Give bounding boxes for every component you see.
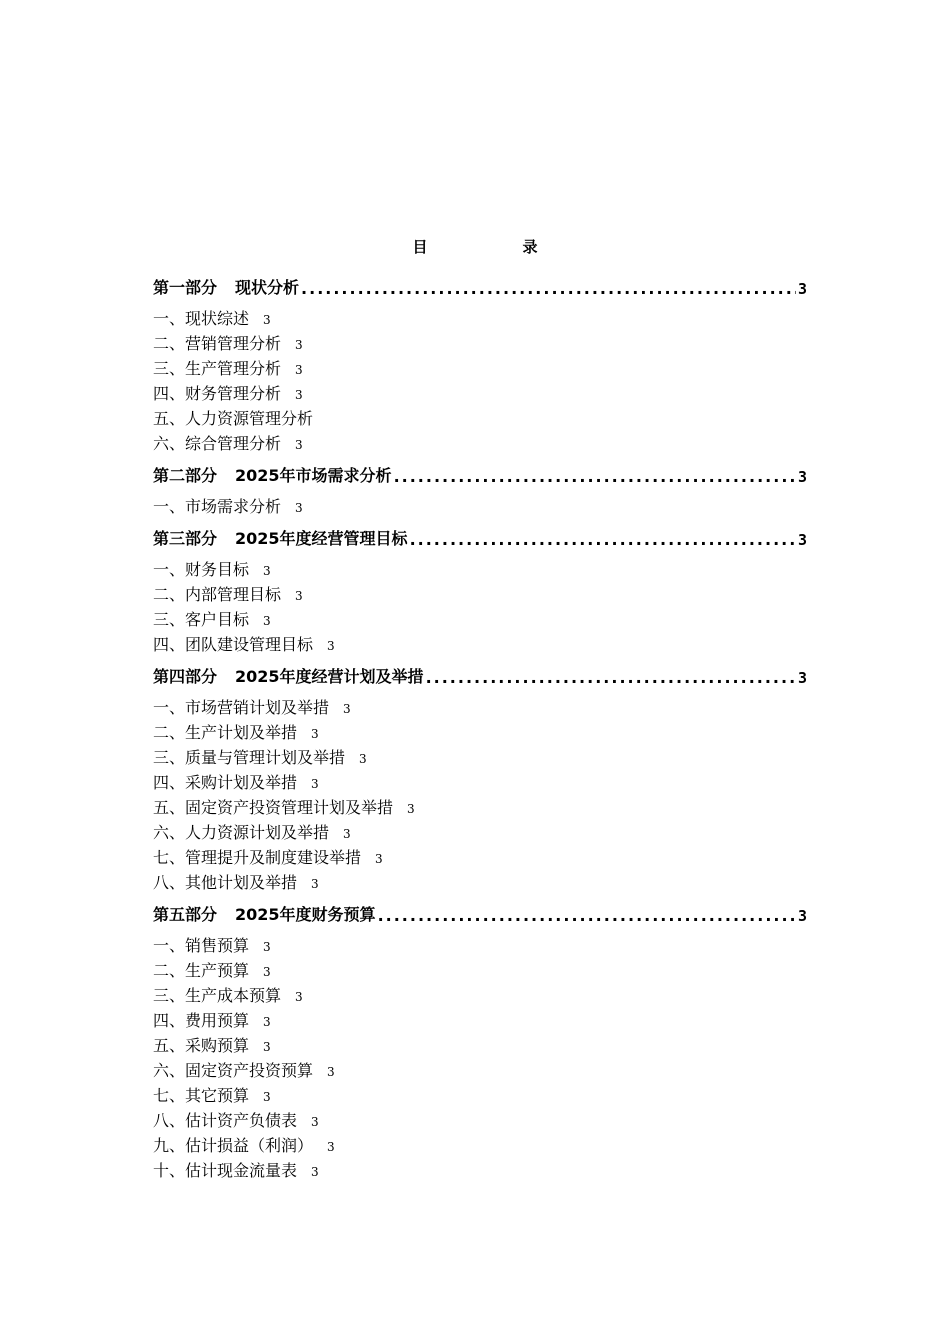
toc-item[interactable] bbox=[153, 306, 807, 331]
toc-item-text: 四、团队建设管理目标 bbox=[153, 635, 314, 654]
toc-item-text: 一、市场营销计划及举措 bbox=[153, 698, 330, 717]
toc-item-text: 七、管理提升及制度建设举措 bbox=[153, 848, 362, 867]
toc-item-page-number: 3 bbox=[311, 727, 319, 741]
toc-item-text: 六、综合管理分析 bbox=[153, 434, 282, 453]
toc-item[interactable] bbox=[153, 381, 807, 406]
toc-item-page-number: 3 bbox=[295, 363, 303, 377]
toc-item[interactable] bbox=[153, 820, 807, 845]
toc-item-text: 一、现状综述 bbox=[153, 309, 250, 328]
toc-item[interactable] bbox=[153, 745, 807, 770]
toc-item[interactable] bbox=[153, 795, 807, 820]
toc-item-page-number: 3 bbox=[311, 877, 319, 891]
toc-item-text: 二、内部管理目标 bbox=[153, 585, 282, 604]
toc-item-page-number: 3 bbox=[263, 965, 271, 979]
dot-leader bbox=[301, 279, 796, 298]
part-heading-label bbox=[153, 902, 376, 925]
toc-item[interactable] bbox=[153, 1033, 807, 1058]
part-heading-label bbox=[153, 526, 408, 549]
toc-item-text: 四、采购计划及举措 bbox=[153, 773, 298, 792]
toc-item-page-number: 3 bbox=[263, 614, 271, 628]
toc-item-page-number: 3 bbox=[263, 940, 271, 954]
toc-item[interactable] bbox=[153, 1108, 807, 1133]
toc-item-page-number: 3 bbox=[295, 589, 303, 603]
part-title: 2025年度经营管理目标 bbox=[235, 529, 408, 548]
toc-item-page-number: 3 bbox=[295, 338, 303, 352]
toc-item-page-number: 3 bbox=[263, 313, 271, 327]
toc-item[interactable] bbox=[153, 1158, 807, 1183]
dot-leader bbox=[426, 668, 796, 687]
dot-leader bbox=[410, 530, 796, 549]
toc-item-text: 二、营销管理分析 bbox=[153, 334, 282, 353]
toc-part-heading[interactable] bbox=[153, 661, 807, 687]
toc-item[interactable] bbox=[153, 770, 807, 795]
part-number: 第二部分 bbox=[153, 466, 218, 485]
toc-item-text: 九、估计损益（利润） bbox=[153, 1136, 314, 1155]
toc-item-text: 五、人力资源管理分析 bbox=[153, 409, 314, 428]
toc-item-text: 三、质量与管理计划及举措 bbox=[153, 748, 346, 767]
toc-item-text: 六、固定资产投资预算 bbox=[153, 1061, 314, 1080]
part-page-number: 3 bbox=[797, 669, 807, 687]
toc-part-heading[interactable] bbox=[153, 899, 807, 925]
part-title: 2025年度经营计划及举措 bbox=[235, 667, 424, 686]
part-number: 第五部分 bbox=[153, 905, 218, 924]
toc-item[interactable] bbox=[153, 958, 807, 983]
toc-item[interactable] bbox=[153, 494, 807, 519]
toc-item-page-number: 3 bbox=[311, 777, 319, 791]
part-page-number: 3 bbox=[797, 468, 807, 486]
table-of-contents bbox=[153, 268, 807, 1183]
toc-title: 目 录 bbox=[412, 238, 578, 256]
toc-item-page-number: 3 bbox=[263, 564, 271, 578]
toc-item[interactable] bbox=[153, 1083, 807, 1108]
toc-item[interactable] bbox=[153, 557, 807, 582]
part-number: 第一部分 bbox=[153, 278, 218, 297]
toc-item-text: 四、费用预算 bbox=[153, 1011, 250, 1030]
toc-item-page-number: 3 bbox=[375, 852, 383, 866]
part-heading-label bbox=[153, 664, 424, 687]
part-number: 第四部分 bbox=[153, 667, 218, 686]
toc-item-page-number: 3 bbox=[327, 1065, 335, 1079]
toc-item-text: 二、生产预算 bbox=[153, 961, 250, 980]
toc-item-text: 六、人力资源计划及举措 bbox=[153, 823, 330, 842]
part-heading-label bbox=[153, 275, 299, 298]
toc-part-heading[interactable] bbox=[153, 523, 807, 549]
toc-item[interactable] bbox=[153, 933, 807, 958]
toc-item[interactable] bbox=[153, 1008, 807, 1033]
toc-item[interactable] bbox=[153, 695, 807, 720]
toc-item-page-number: 3 bbox=[311, 1165, 319, 1179]
toc-item-page-number: 3 bbox=[343, 827, 351, 841]
toc-item-page-number: 3 bbox=[327, 639, 335, 653]
toc-item[interactable] bbox=[153, 431, 807, 456]
toc-item-page-number: 3 bbox=[311, 1115, 319, 1129]
toc-item[interactable] bbox=[153, 845, 807, 870]
toc-item-page-number: 3 bbox=[263, 1090, 271, 1104]
toc-item-text: 八、其他计划及举措 bbox=[153, 873, 298, 892]
toc-item-page-number: 3 bbox=[263, 1015, 271, 1029]
toc-item[interactable] bbox=[153, 331, 807, 356]
toc-item-page-number: 3 bbox=[343, 702, 351, 716]
toc-item[interactable] bbox=[153, 720, 807, 745]
part-page-number: 3 bbox=[797, 907, 807, 925]
part-title: 2025年度财务预算 bbox=[235, 905, 376, 924]
toc-item-page-number: 3 bbox=[295, 990, 303, 1004]
part-title: 2025年市场需求分析 bbox=[235, 466, 392, 485]
toc-item-page-number: 3 bbox=[359, 752, 367, 766]
toc-item-page-number: 3 bbox=[327, 1140, 335, 1154]
toc-item-text: 三、生产管理分析 bbox=[153, 359, 282, 378]
toc-item[interactable] bbox=[153, 406, 807, 431]
toc-item-text: 五、固定资产投资管理计划及举措 bbox=[153, 798, 394, 817]
dot-leader bbox=[378, 906, 796, 925]
toc-item[interactable] bbox=[153, 632, 807, 657]
toc-item-page-number: 3 bbox=[407, 802, 415, 816]
toc-item[interactable] bbox=[153, 1058, 807, 1083]
toc-item-text: 一、财务目标 bbox=[153, 560, 250, 579]
part-heading-label bbox=[153, 463, 392, 486]
part-title: 现状分析 bbox=[235, 278, 300, 297]
toc-item[interactable] bbox=[153, 983, 807, 1008]
toc-item-text: 二、生产计划及举措 bbox=[153, 723, 298, 742]
dot-leader bbox=[394, 467, 796, 486]
part-page-number: 3 bbox=[797, 531, 807, 549]
toc-item-text: 五、采购预算 bbox=[153, 1036, 250, 1055]
toc-item-text: 一、销售预算 bbox=[153, 936, 250, 955]
toc-item-text: 三、生产成本预算 bbox=[153, 986, 282, 1005]
toc-item-text: 十、估计现金流量表 bbox=[153, 1161, 298, 1180]
toc-item[interactable] bbox=[153, 607, 807, 632]
toc-item[interactable] bbox=[153, 870, 807, 895]
toc-part-heading[interactable] bbox=[153, 272, 807, 298]
toc-item-text: 八、估计资产负债表 bbox=[153, 1111, 298, 1130]
part-number: 第三部分 bbox=[153, 529, 218, 548]
toc-item-text: 一、市场需求分析 bbox=[153, 497, 282, 516]
toc-item-page-number: 3 bbox=[295, 438, 303, 452]
toc-item[interactable] bbox=[153, 582, 807, 607]
toc-item-page-number: 3 bbox=[263, 1040, 271, 1054]
toc-item-text: 四、财务管理分析 bbox=[153, 384, 282, 403]
part-page-number: 3 bbox=[797, 280, 807, 298]
toc-item-text: 三、客户目标 bbox=[153, 610, 250, 629]
toc-item[interactable] bbox=[153, 356, 807, 381]
toc-item[interactable] bbox=[153, 1133, 807, 1158]
toc-part-heading[interactable] bbox=[153, 460, 807, 486]
toc-item-page-number: 3 bbox=[295, 501, 303, 515]
toc-item-text: 七、其它预算 bbox=[153, 1086, 250, 1105]
toc-item-page-number: 3 bbox=[295, 388, 303, 402]
